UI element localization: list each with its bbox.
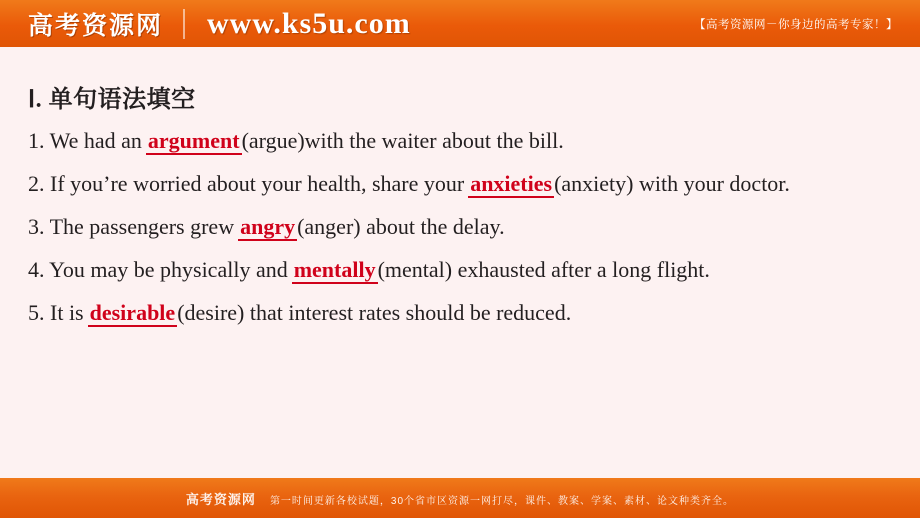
question-answer: angry <box>240 214 296 239</box>
question-item <box>28 119 898 162</box>
footer-logo-text: 高考资源网 <box>185 491 256 507</box>
question-item <box>28 291 898 334</box>
question-answer: argument <box>147 128 240 153</box>
worksheet-content <box>0 47 920 478</box>
header-divider <box>183 9 185 39</box>
question-text-before: If you’re worried about your health, share your <box>44 171 465 196</box>
footer-content <box>186 489 734 508</box>
question-number: 3. <box>28 214 45 239</box>
question-text-before: You may be physically and <box>44 257 288 282</box>
question-number: 1. <box>28 128 45 153</box>
question-number: 5. <box>28 300 45 325</box>
question-text-before: We had an <box>44 128 142 153</box>
question-item <box>28 162 898 205</box>
question-text-after: (argue)with the waiter about the bill. <box>241 128 564 153</box>
site-tagline: 【高考资源网－你身边的高考专家！】 <box>694 19 898 31</box>
site-footer <box>0 478 920 518</box>
question-item <box>28 248 898 291</box>
site-logo-text: 高考资源网 <box>28 12 164 40</box>
question-text-after: (desire) that interest rates should be reduced. <box>177 300 572 325</box>
question-answer: anxieties <box>470 171 553 196</box>
site-logo <box>28 6 163 42</box>
question-text-after: (anger) about the delay. <box>297 214 505 239</box>
question-text-before: The passengers grew <box>44 214 235 239</box>
question-answer: desirable <box>89 300 176 325</box>
question-number: 2. <box>28 171 45 196</box>
question-answer: mentally <box>293 257 376 282</box>
question-list <box>28 119 898 334</box>
question-text-after: (mental) exhausted after a long flight. <box>377 257 710 282</box>
question-text-after: (anxiety) with your doctor. <box>554 171 790 196</box>
question-item <box>28 205 898 248</box>
footer-description: 第一时间更新各校试题，30个省市区资源一网打尽，课件、教案、学案、素材、论文种类齐全。 <box>269 495 735 507</box>
site-header-banner <box>0 0 920 47</box>
question-number: 4. <box>28 257 45 282</box>
site-url-text: www.ks5u.com <box>207 6 411 40</box>
section-title: Ⅰ. 单句语法填空 <box>28 87 196 113</box>
question-text-before: It is <box>44 300 84 325</box>
